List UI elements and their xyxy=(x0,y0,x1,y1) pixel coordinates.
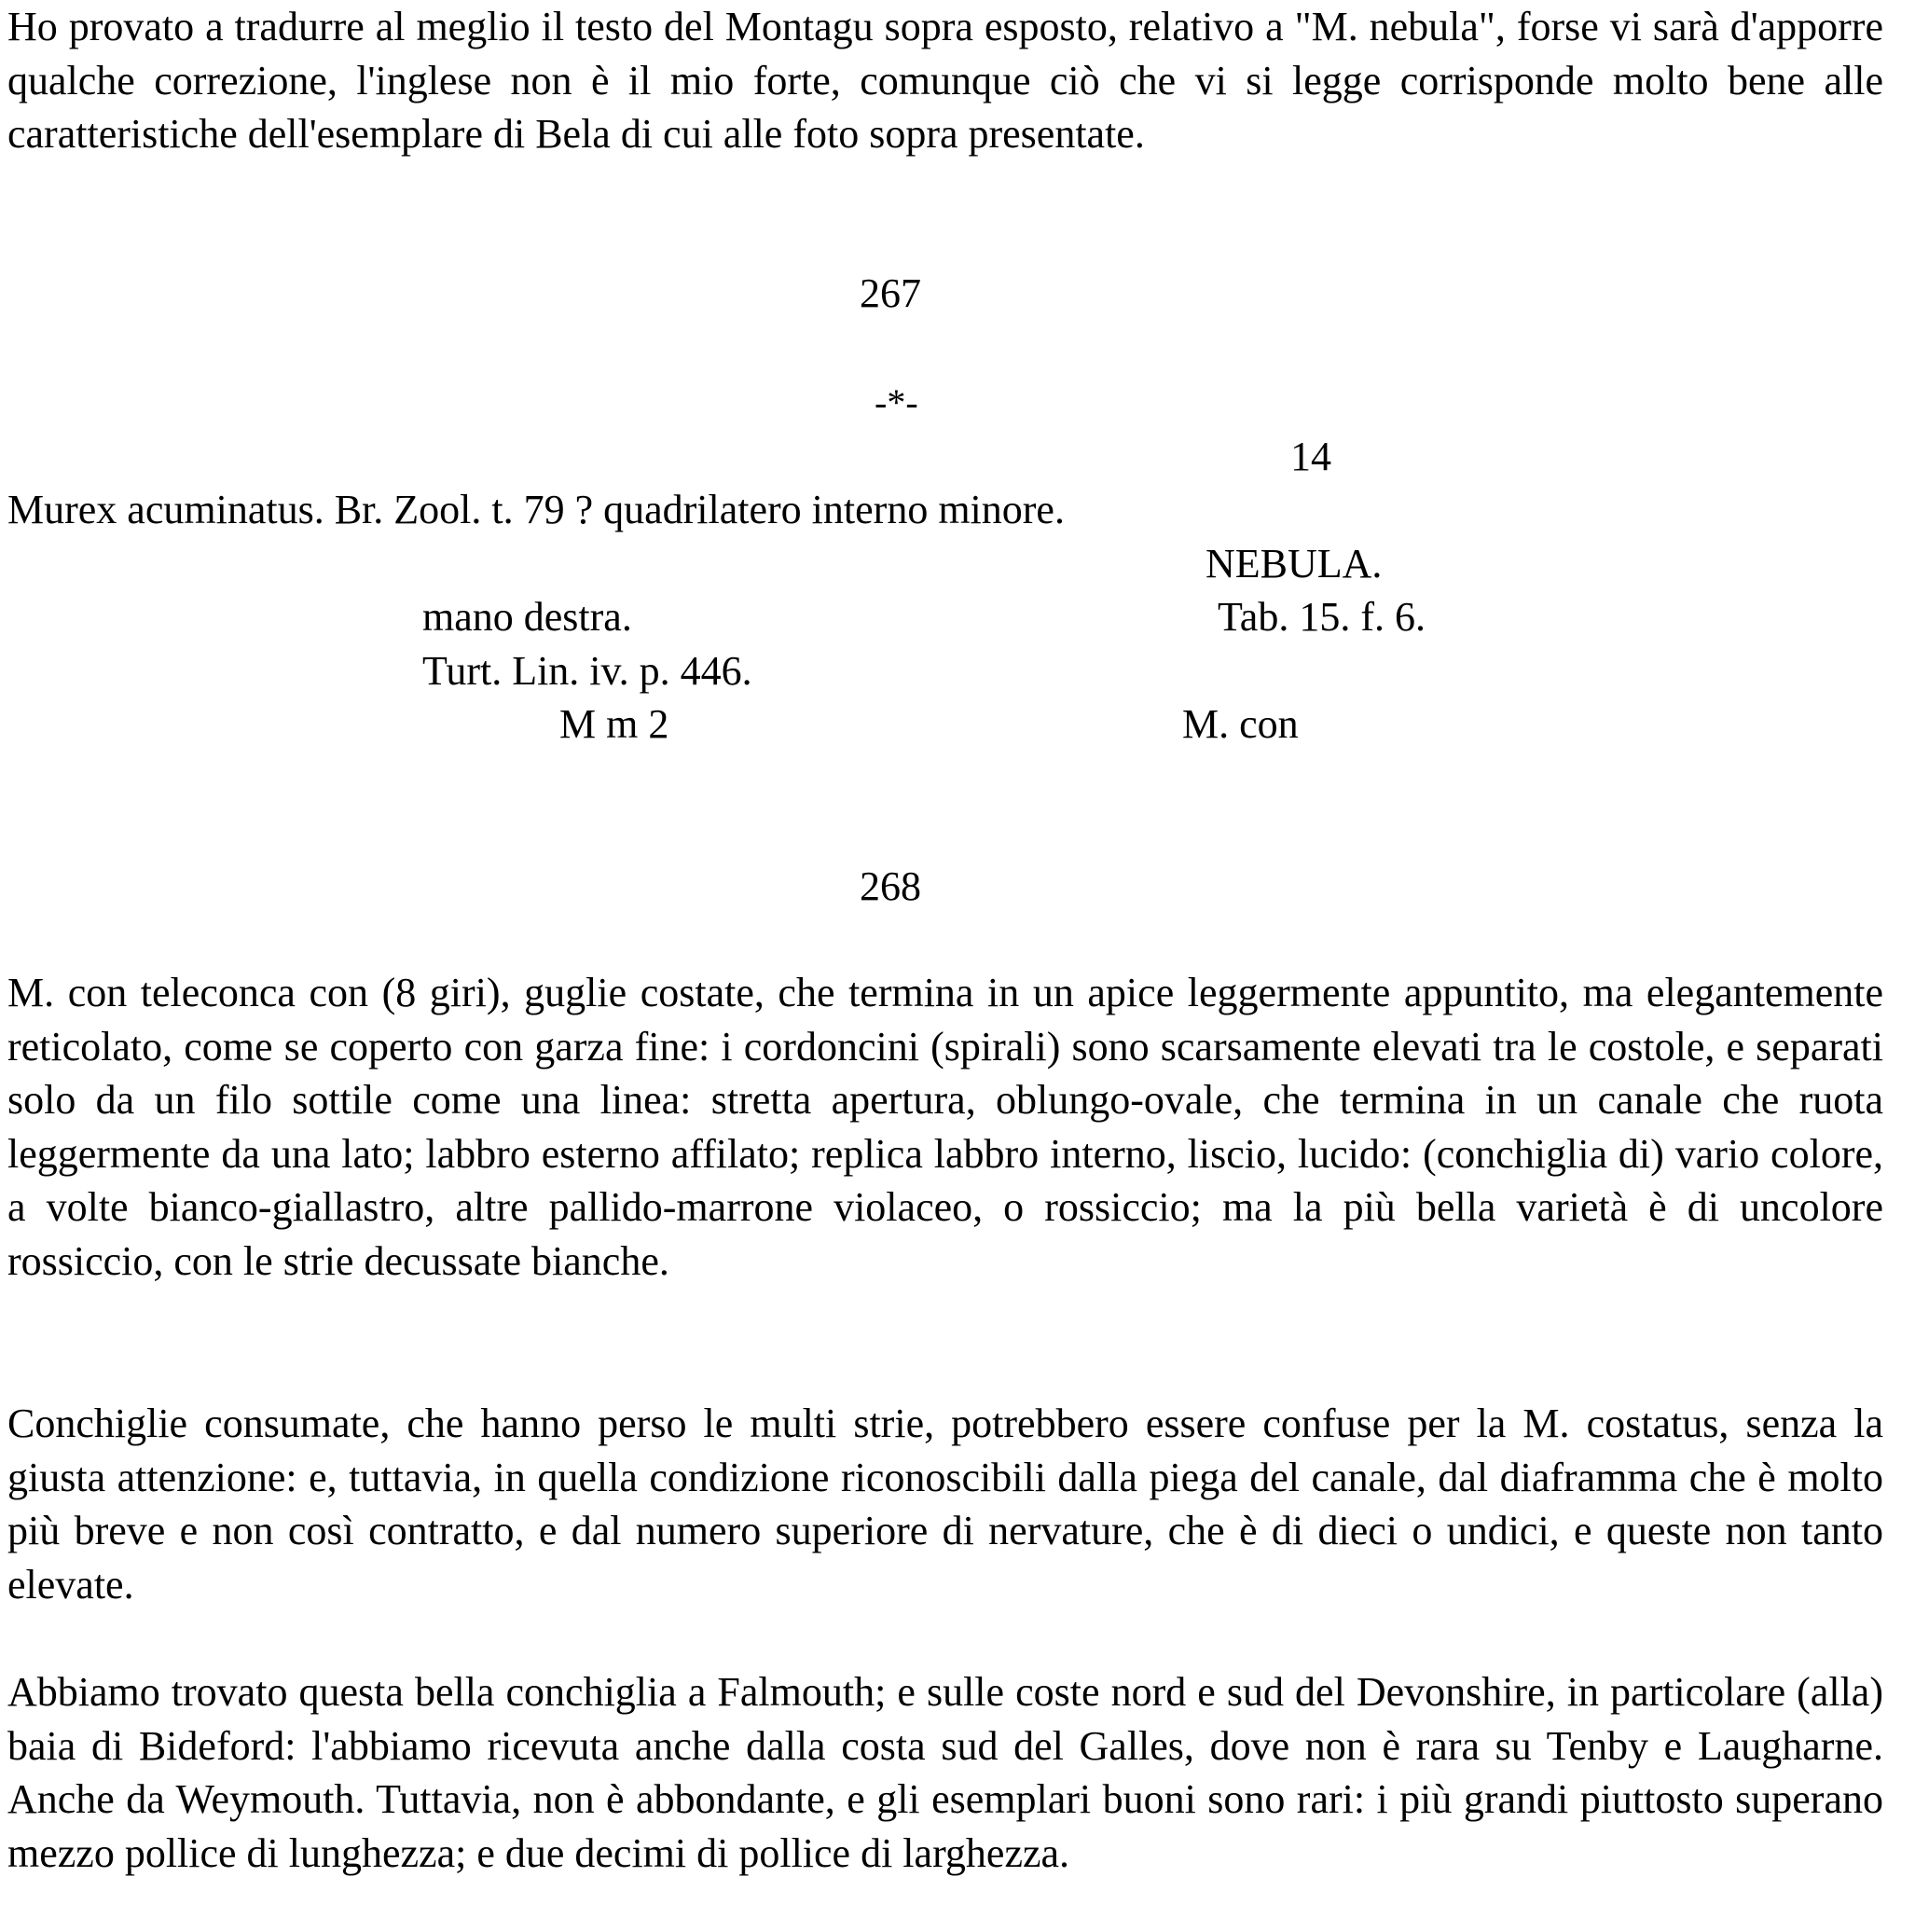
ornament: -*- xyxy=(875,381,918,423)
tab-reference: Tab. 15. f. 6. xyxy=(1218,594,1426,640)
turton-reference: Turt. Lin. iv. p. 446. xyxy=(422,648,752,694)
locality-paragraph: Abbiamo trovato questa bella conchiglia a Falmouth; e sulle coste nord e sud del Devonshire, in particolare (alla) baia di Bideford: l'abbiamo ricevuta anche dalla costa sud del Galles, dove non è rara su Tenby e Laugharne. Anche da Weymouth. Tuttavia, non è abbondante, e gli esemplari buoni sono rari: i più grandi piuttosto superano mezzo pollice di lunghezza; e due decimi di pollice di larghezza. xyxy=(7,1669,1883,1876)
catchword-m-con: M. con xyxy=(1182,701,1299,747)
page-number-267: 267 xyxy=(860,270,921,316)
comparison-paragraph: Conchiglie consumate, che hanno perso le multi strie, potrebbero essere confuse per la M. costatus, senza la giusta attenzione: e, tuttavia, in quella condizione riconoscibili dalla piega del canale, dal diaframma che è molto più breve e non così contratto, e dal numero superiore di nervature, che è di dieci o undici, e queste non tanto elevate. xyxy=(7,1401,1883,1608)
mano-destra: mano destra. xyxy=(422,594,632,640)
page-number-268: 268 xyxy=(860,863,921,909)
marginal-number-14: 14 xyxy=(1290,434,1331,479)
intro-paragraph: Ho provato a tradurre al meglio il testo del Montagu sopra esposto, relativo a "M. nebula", forse vi sarà d'apporre qualche correzione, l'inglese non è il mio forte, comunque ciò che vi si legge corrisponde molto bene alle caratteristiche dell'esemplare di Bela di cui alle foto sopra presentate. xyxy=(7,4,1883,157)
murex-acuminatus-line: Murex acuminatus. Br. Zool. t. 79 ? quadrilatero interno minore. xyxy=(7,487,1065,532)
nebula-heading: NEBULA. xyxy=(1205,541,1383,586)
description-paragraph: M. con teleconca con (8 giri), guglie costate, che termina in un apice leggermente appuntito, ma elegantemente reticolato, come se coperto con garza fine: i cordoncini (spirali) sono scarsamente elevati tra le costole, e separati solo da un filo sottile come una linea: stretta apertura, oblungo-ovale, che termina in un canale che ruota leggermente da una lato; labbro esterno affilato; replica labbro interno, liscio, lucido: (conchiglia di) vario colore, a volte bianco-giallastro, altre pallido-marrone violaceo, o rossiccio; ma la più bella varietà è di uncolore rossiccio, con le strie decussate bianche. xyxy=(7,970,1883,1284)
signature-mm2: M m 2 xyxy=(559,701,669,747)
